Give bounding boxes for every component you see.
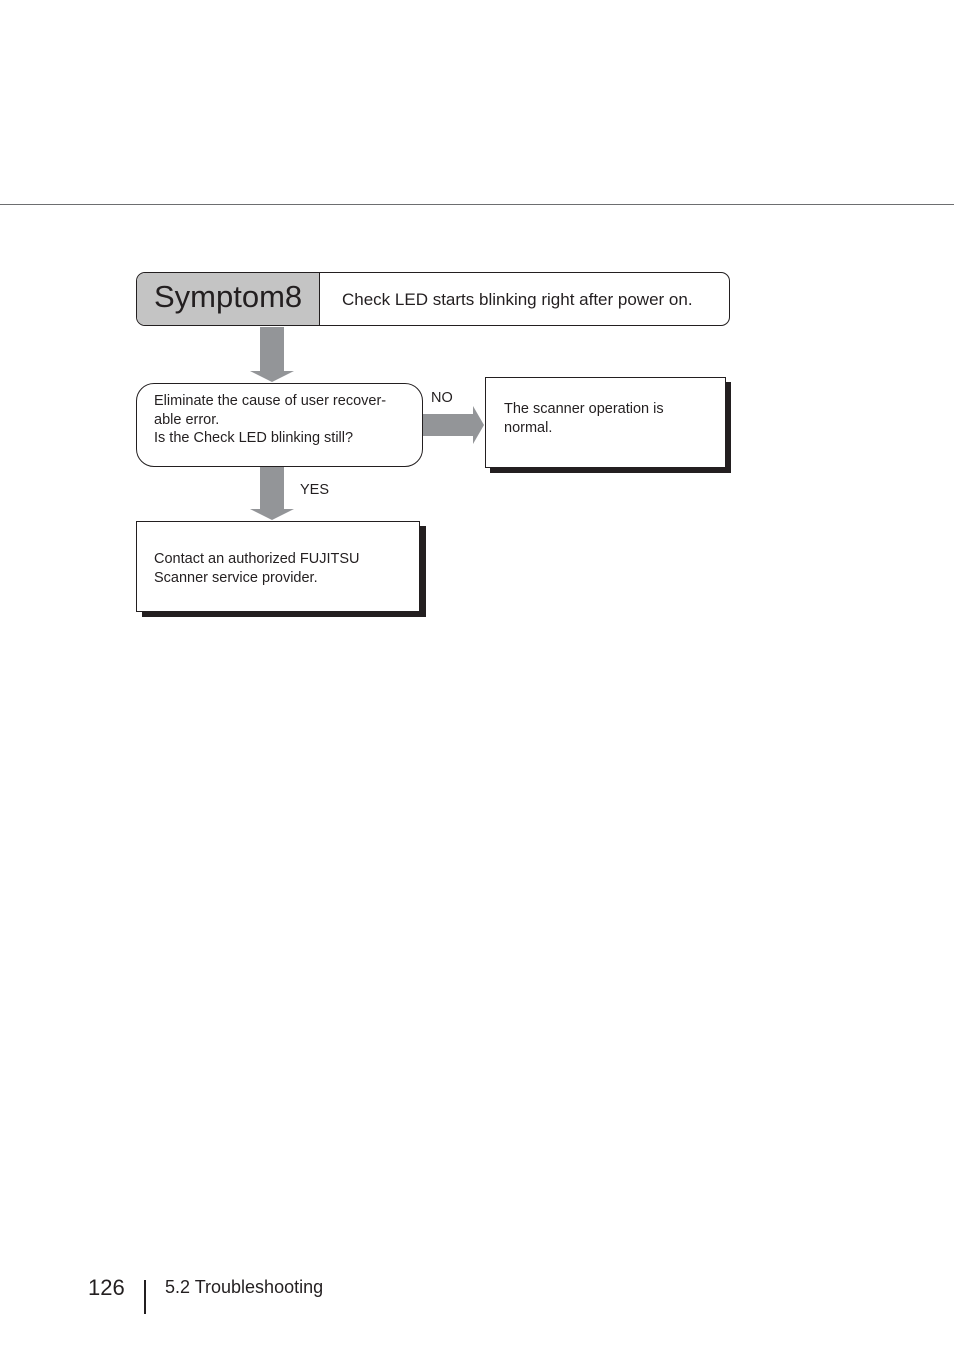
arrow-down-to-decision: [248, 327, 296, 383]
result-yes-text: [154, 550, 360, 587]
symptom-title: Symptom8: [154, 279, 303, 314]
result-no-text: [504, 400, 664, 437]
arrow-down-yes: [248, 467, 296, 521]
decision-line: able error.: [154, 411, 220, 428]
footer-section-title: 5.2 Troubleshooting: [165, 1277, 324, 1297]
result-yes-box: [136, 521, 420, 612]
no-label: NO: [431, 390, 453, 406]
decision-line: Eliminate the cause of user recover-: [154, 393, 387, 409]
decision-box: [136, 383, 423, 467]
result-no-line: normal.: [504, 419, 553, 436]
result-no-line: The scanner operation is: [504, 401, 664, 417]
symptom-tag: [137, 273, 320, 325]
footer-separator: [144, 1280, 146, 1314]
yes-label: YES: [300, 482, 330, 498]
symptom-description: Check LED starts blinking right after power on.: [342, 290, 693, 309]
result-yes-line: Contact an authorized FUJITSU: [154, 551, 360, 567]
result-no-box: [485, 377, 726, 468]
top-rule: [0, 204, 954, 205]
decision-text: [154, 392, 386, 448]
result-yes-line: Scanner service provider.: [154, 569, 318, 586]
arrow-right-no: [423, 404, 485, 448]
page-number: 126: [88, 1275, 125, 1300]
symptom-header: [136, 272, 730, 326]
decision-line: Is the Check LED blinking still?: [154, 430, 354, 446]
